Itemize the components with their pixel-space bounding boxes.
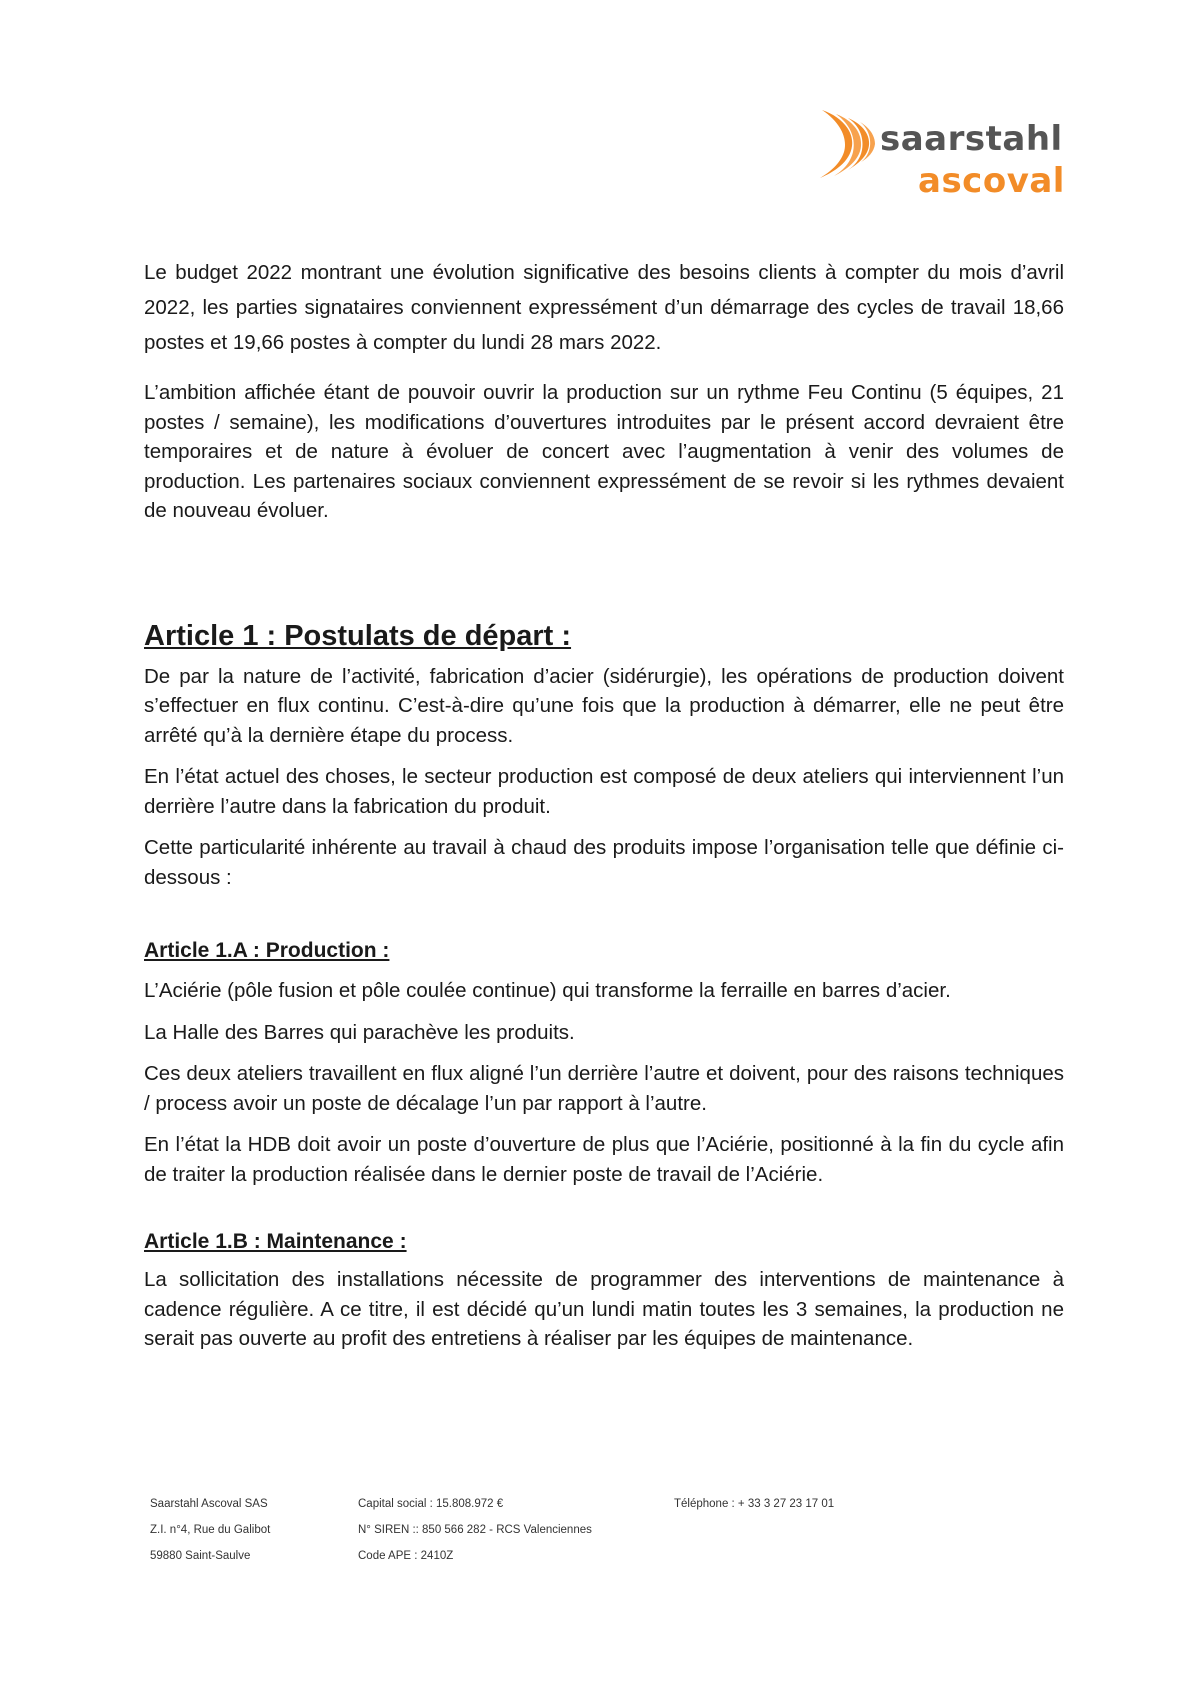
- footer-address: Z.I. n°4, Rue du Galibot: [150, 1524, 271, 1536]
- article-1a-paragraph-2: La Halle des Barres qui parachève les produits.: [144, 1020, 575, 1044]
- footer-legal-column: [358, 1496, 592, 1574]
- article-1-paragraph-1: De par la nature de l’activité, fabrication d’acier (sidérurgie), les opérations de production doivent s’effectuer en flux continu. C’est-à-dire qu’une fois que la production à démarrer, elle ne peut être arrêté qu’à la dernière étape du process.: [144, 664, 1064, 747]
- article-1a-paragraph-4: En l’état la HDB doit avoir un poste d’ouverture de plus que l’Aciérie, positionné à la fin du cycle afin de traiter la production réalisée dans le dernier poste de travail de l’Aciérie.: [144, 1133, 1064, 1186]
- footer-siren: N° SIREN :: 850 566 282 - RCS Valenciennes: [358, 1524, 592, 1536]
- article-1-paragraph-2: En l’état actuel des choses, le secteur production est composé de deux ateliers qui interviennent l’un derrière l’autre dans la fabrication du produit.: [144, 765, 1064, 818]
- swoosh-logo-icon: [818, 108, 876, 180]
- page-footer: [150, 1496, 1070, 1576]
- footer-company-column: [150, 1496, 270, 1574]
- logo-text-saarstahl: saarstahl: [880, 119, 1063, 159]
- intro-paragraph-1: Le budget 2022 montrant une évolution significative des besoins clients à compter du mois d’avril 2022, les parties signataires conviennent expressément d’un démarrage des cycles de travail 18,66 postes et 19,66 postes à compter du lundi 28 mars 2022.: [144, 261, 1064, 354]
- footer-phone: Téléphone : + 33 3 27 23 17 01: [674, 1498, 835, 1510]
- article-1a-paragraph-3: Ces deux ateliers travaillent en flux aligné l’un derrière l’autre et doivent, pour des raisons techniques / process avoir un poste de décalage l’un par rapport à l’autre.: [144, 1062, 1064, 1115]
- footer-capital: Capital social : 15.808.972 €: [358, 1498, 504, 1510]
- article-1-heading: Article 1 : Postulats de départ :: [144, 619, 572, 652]
- intro-paragraph-2: L’ambition affichée étant de pouvoir ouvrir la production sur un rythme Feu Continu (5 équipes, 21 postes / semaine), les modifications d’ouvertures introduites par le présent accord devraient être temporaires et de nature à évoluer de concert avec l’augmentation à venir des volumes de production. Les partenaires sociaux conviennent expressément de se revoir si les rythmes devaient de nouveau évoluer.: [144, 381, 1064, 522]
- footer-city: 59880 Saint-Saulve: [150, 1550, 251, 1562]
- logo-text-ascoval: ascoval: [918, 161, 1065, 201]
- article-1a-paragraph-1: L’Aciérie (pôle fusion et pôle coulée continue) qui transforme la ferraille en barres d’acier.: [144, 979, 951, 1002]
- article-1a-heading: Article 1.A : Production :: [144, 939, 390, 962]
- article-1b-paragraph-1: La sollicitation des installations nécessite de programmer des interventions de maintenance à cadence régulière. A ce titre, il est décidé qu’un lundi matin toutes les 3 semaines, la production ne serait pas ouverte au profit des entretiens à réaliser par les équipes de maintenance.: [144, 1268, 1064, 1350]
- article-1b-heading: Article 1.B : Maintenance :: [144, 1230, 407, 1253]
- article-1-paragraph-3: Cette particularité inhérente au travail à chaud des produits impose l’organisation telle que définie ci-dessous :: [144, 836, 1064, 889]
- footer-contact-column: [674, 1496, 834, 1522]
- document-body: [144, 255, 1064, 1354]
- company-logo: [818, 108, 1068, 200]
- footer-company-name: Saarstahl Ascoval SAS: [150, 1498, 268, 1510]
- footer-ape-code: Code APE : 2410Z: [358, 1550, 454, 1562]
